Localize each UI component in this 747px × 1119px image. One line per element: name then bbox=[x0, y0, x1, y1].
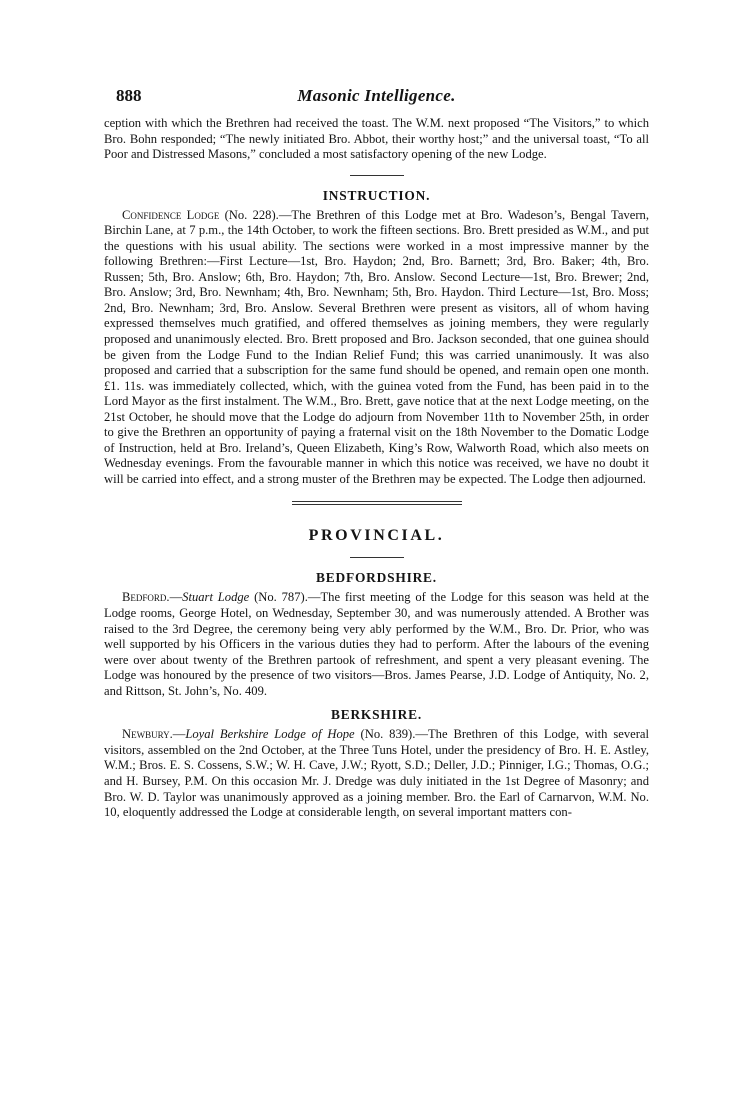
provincial-divider bbox=[350, 557, 404, 558]
opening-text: ception with which the Brethren had received the toast. The W.M. next proposed “The Visitors,” to which Bro. Bohn responded; “The newly initiated Bro. Abbot, their worthy host;” and the universal toast, “To all Poor and Distressed Masons,” concluded a most satisfactory opening of the new Lodge. bbox=[104, 116, 649, 162]
provincial-heading: PROVINCIAL. bbox=[308, 527, 445, 545]
running-head bbox=[104, 86, 649, 110]
newbury-lead: Newbury. bbox=[122, 727, 173, 742]
berkshire-paragraph bbox=[104, 727, 649, 820]
instruction-text: (No. 228).—The Brethren of this Lodge met at Bro. Wadeson’s, Bengal Tavern, Birchin Lane, at 7 p.m., the 14th October, to work the fifteen sections. Bro. Brett presided as W.M., and put the questions with his usual ability. The sections were worked in a most impressive manner by the following Brethren:—First Lecture—1st, Bro. Haydon; 2nd, Bro. Barnett; 3rd, Bro. Baker; 4th, Bro. Russen; 5th, Bro. Anslow; 6th, Bro. Haydon; 7th, Bro. Anslow. Second Lecture—1st, Bro. Brewer; 2nd, Bro. Anslow; 3rd, Bro. Newnham; 4th, Bro. Newnham; 5th, Bro. Haydon. Third Lecture—1st, Bro. Moss; 2nd, Bro. Newnham; 3rd, Bro. Anslow. Several Brethren were present as visitors, all of whom having expressed themselves much gratified, and offered themselves as joining members, they were regularly proposed and unanimously elected. Bro. Brett proposed and Bro. Jackson seconded, that one guinea should be given from the Lodge Fund to the Indian Relief Fund; this was carried unanimously. It was also proposed and carried that a subscription for the same fund should be opened, and remain open one month. £1. 11s. was immediately collected, which, with the guinea voted from the Fund, has been paid in to the Lord Mayor as the first instalment. The W.M., Bro. Brett, gave notice that at the next Lodge meeting, on the 21st October, he should move that the Lodge do adjourn from November 11th to November 25th, in order to give the Brethren an opportunity of paying a fraternal visit on the 18th November to the Domatic Lodge of Instruction, held at Bro. Ireland’s, Queen Elizabeth, King’s Row, Walworth Road, which also meets on Wednesday evenings. From the favourable manner in which this notice was received, we have no doubt it will be carried into effect, and a strong muster of the Brethren may be expected. The Lodge then adjourned. bbox=[104, 207, 649, 486]
bedfordshire-paragraph bbox=[104, 590, 649, 699]
newbury-lodge-name: Loyal Berkshire Lodge of Hope bbox=[185, 727, 355, 742]
page-number: 888 bbox=[116, 86, 142, 105]
bedford-dash: — bbox=[169, 590, 183, 605]
bedford-text: (No. 787).—The first meeting of the Lodge for this season was held at the Lodge rooms, George Hotel, on Wednesday, September 30, and was numerously attended. A Brother was raised to the 3rd Degree, the ceremony being very ably performed by the W.M., Bro. Dr. Prior, who was well supported by his Officers in the various duties they had to perform. After the labours of the evening were over about twenty of the Brethren partook of refreshment, and spent a very pleasant evening. The Lodge was honoured by the presence of two visitors—Bros. James Pearse, J.D. Lodge of Antiquity, No. 2, and Rittson, St. John’s, No. 409. bbox=[104, 590, 649, 698]
instruction-heading: INSTRUCTION. bbox=[322, 187, 431, 203]
newbury-dash: — bbox=[172, 727, 186, 742]
newbury-text: (No. 839).—The Brethren of this Lodge, with several visitors, assembled on the 2nd October, at the Three Tuns Hotel, under the presidency of Bro. H. E. Astley, W.M.; Bros. E. S. Cossens, S.W.; W. H. Cave, J.W.; Ryott, S.D.; Deller, J.D.; Pinniger, I.G.; Thomas, O.G.; and H. Bursey, P.M. On this occasion Mr. J. Dredge was duly initiated in the 1st Degree of Masonry; and Bro. W. D. Taylor was unanimously approved as a joining member. Bro. the Earl of Carnarvon, W.M. No. 10, eloquently addressed the Lodge at considerable length, on several important matters con- bbox=[104, 727, 649, 820]
bedford-lodge-name: Stuart Lodge bbox=[182, 590, 250, 605]
opening-paragraph bbox=[104, 116, 649, 163]
instruction-lead: Confidence Lodge bbox=[122, 207, 220, 222]
double-rule-divider bbox=[292, 501, 462, 505]
berkshire-heading: BERKSHIRE. bbox=[331, 707, 422, 723]
bedford-lead: Bedford. bbox=[122, 590, 170, 605]
section-divider bbox=[350, 175, 404, 176]
running-title: Masonic Intelligence. bbox=[297, 86, 456, 105]
bedfordshire-heading: BEDFORDSHIRE. bbox=[316, 570, 437, 586]
instruction-paragraph bbox=[104, 208, 649, 488]
